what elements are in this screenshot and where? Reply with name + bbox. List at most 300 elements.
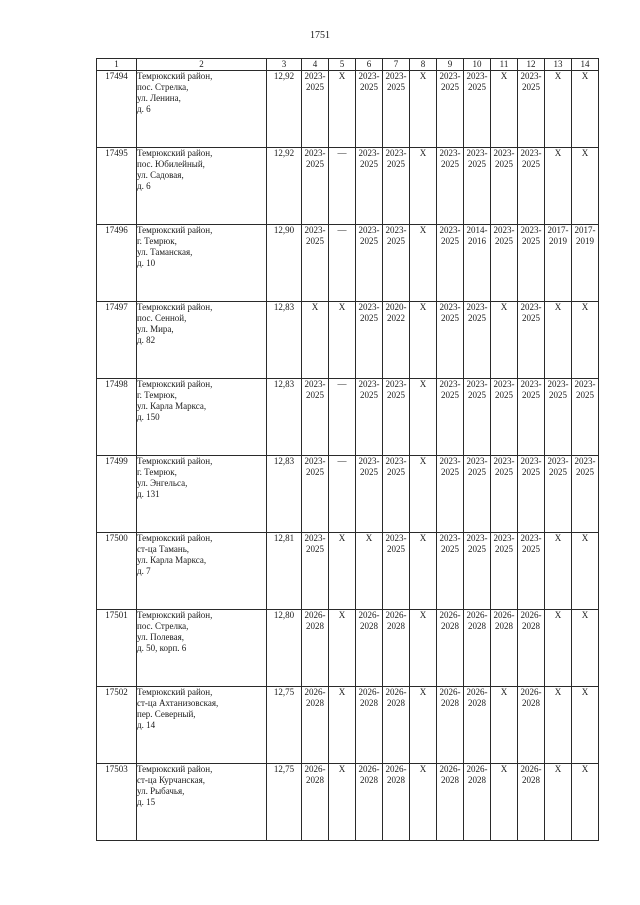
period-value: 2023- 2025: [466, 533, 488, 554]
period-cell: [464, 225, 491, 302]
address-cell: [137, 533, 267, 610]
period-value: X: [338, 302, 346, 312]
period-value: X: [581, 764, 589, 774]
period-cell: [491, 764, 518, 841]
period-cell: [518, 456, 545, 533]
column-header: 7: [383, 59, 410, 71]
address-line: ул. Ленина,: [137, 93, 181, 103]
period-value: X: [500, 302, 508, 312]
period-cell: [464, 687, 491, 764]
period-cell: [518, 71, 545, 148]
period-value: 2026- 2028: [466, 610, 488, 631]
period-value: 2023- 2025: [493, 533, 515, 554]
period-cell: [545, 71, 572, 148]
period-value: 2026- 2028: [304, 764, 326, 785]
period-cell: [302, 379, 329, 456]
period-value: 2017- 2019: [547, 225, 569, 246]
row-number: 17497: [97, 302, 137, 379]
period-value: 2023- 2025: [520, 379, 542, 400]
period-cell: [356, 71, 383, 148]
period-value: 2026- 2028: [385, 764, 407, 785]
period-value: 2026- 2028: [520, 610, 542, 631]
address-line: ст-ца Тамань,: [137, 544, 190, 554]
period-value: X: [554, 764, 562, 774]
period-cell: [383, 302, 410, 379]
period-value: 2023- 2025: [466, 302, 488, 323]
period-cell: [383, 533, 410, 610]
period-cell: [302, 302, 329, 379]
period-value: 2023- 2025: [574, 379, 596, 400]
column-header: 12: [518, 59, 545, 71]
period-cell: [437, 71, 464, 148]
period-cell: [572, 225, 599, 302]
period-value: 2026- 2028: [520, 687, 542, 708]
period-cell: [437, 302, 464, 379]
period-value: X: [581, 302, 589, 312]
period-cell: [329, 687, 356, 764]
period-cell: [410, 302, 437, 379]
period-value: X: [554, 533, 562, 543]
address-cell: [137, 764, 267, 841]
period-value: X: [554, 148, 562, 158]
table-row: [97, 225, 599, 302]
period-cell: [464, 148, 491, 225]
address-line: ул. Рыбачья,: [137, 786, 185, 796]
area-cell: 12,92: [267, 148, 302, 225]
period-value: X: [365, 533, 373, 543]
period-value: 2023- 2025: [385, 71, 407, 92]
period-cell: [572, 148, 599, 225]
table-row: [97, 533, 599, 610]
address-cell: [137, 225, 267, 302]
table-row: [97, 687, 599, 764]
address-line: д. 10: [137, 258, 156, 268]
column-header: 3: [267, 59, 302, 71]
period-cell: [572, 302, 599, 379]
period-cell: [437, 764, 464, 841]
address-line: ст-ца Ахтанизовская,: [137, 698, 219, 708]
period-cell: [437, 610, 464, 687]
period-cell: [302, 764, 329, 841]
page-number: 1751: [310, 30, 330, 41]
period-value: 2026- 2028: [439, 687, 461, 708]
period-value: 2026- 2028: [385, 687, 407, 708]
header-row: [97, 59, 599, 71]
period-cell: [491, 533, 518, 610]
period-value: 2023- 2025: [493, 148, 515, 169]
period-cell: [302, 148, 329, 225]
period-value: X: [419, 764, 427, 774]
period-cell: [383, 148, 410, 225]
period-cell: [329, 610, 356, 687]
period-value: 2023- 2025: [574, 456, 596, 477]
period-value: 2023- 2025: [466, 379, 488, 400]
address-cell: [137, 148, 267, 225]
period-cell: [572, 379, 599, 456]
period-value: 2023- 2025: [520, 225, 542, 246]
period-cell: [302, 533, 329, 610]
period-value: X: [338, 687, 346, 697]
column-header: 13: [545, 59, 572, 71]
period-cell: [410, 71, 437, 148]
address-line: ул. Карла Маркса,: [137, 555, 207, 565]
period-cell: [329, 379, 356, 456]
address-line: ул. Мира,: [137, 324, 174, 334]
column-header: 6: [356, 59, 383, 71]
address-line: пер. Северный,: [137, 709, 196, 719]
period-cell: [329, 302, 356, 379]
period-cell: [329, 225, 356, 302]
period-value: 2023- 2025: [304, 456, 326, 477]
address-line: ул. Карла Маркса,: [137, 401, 207, 411]
period-cell: [518, 379, 545, 456]
period-cell: [464, 533, 491, 610]
period-value: X: [500, 71, 508, 81]
area-cell: 12,90: [267, 225, 302, 302]
area-cell: 12,75: [267, 764, 302, 841]
period-cell: [518, 225, 545, 302]
period-value: X: [419, 302, 427, 312]
period-cell: [383, 379, 410, 456]
period-value: 2023- 2025: [466, 71, 488, 92]
period-value: X: [419, 148, 427, 158]
period-cell: [383, 456, 410, 533]
period-value: 2023- 2025: [547, 379, 569, 400]
period-value: X: [500, 687, 508, 697]
period-value: —: [337, 379, 347, 389]
period-value: —: [337, 148, 347, 158]
period-value: 2023- 2025: [358, 148, 380, 169]
address-line: д. 14: [137, 720, 156, 730]
period-cell: [545, 225, 572, 302]
period-value: 2023- 2025: [358, 225, 380, 246]
period-cell: [491, 225, 518, 302]
period-value: X: [419, 687, 427, 697]
period-cell: [545, 533, 572, 610]
period-value: X: [581, 148, 589, 158]
period-cell: [356, 610, 383, 687]
address-line: г. Темрюк,: [137, 467, 177, 477]
address-line: Темрюкский район,: [137, 148, 213, 158]
period-value: 2023- 2025: [439, 533, 461, 554]
address-line: пос. Стрелка,: [137, 82, 189, 92]
period-value: 2023- 2025: [358, 379, 380, 400]
period-cell: [545, 302, 572, 379]
period-value: X: [419, 456, 427, 466]
period-value: 2026- 2028: [520, 764, 542, 785]
period-value: 2026- 2028: [358, 687, 380, 708]
period-value: 2023- 2025: [385, 225, 407, 246]
period-cell: [464, 610, 491, 687]
period-cell: [329, 533, 356, 610]
period-value: X: [419, 225, 427, 235]
period-value: 2026- 2028: [493, 610, 515, 631]
address-line: Темрюкский район,: [137, 687, 213, 697]
period-value: 2020- 2022: [385, 302, 407, 323]
address-line: д. 82: [137, 335, 156, 345]
period-value: X: [419, 533, 427, 543]
row-number: 17495: [97, 148, 137, 225]
address-line: г. Темрюк,: [137, 236, 177, 246]
period-cell: [545, 764, 572, 841]
address-line: ул. Энгельса,: [137, 478, 188, 488]
period-value: X: [338, 610, 346, 620]
period-value: X: [500, 764, 508, 774]
table-row: [97, 71, 599, 148]
row-number: 17501: [97, 610, 137, 687]
period-value: 2023- 2025: [520, 533, 542, 554]
column-header: 8: [410, 59, 437, 71]
period-cell: [518, 533, 545, 610]
period-cell: [356, 302, 383, 379]
period-cell: [410, 610, 437, 687]
address-line: г. Темрюк,: [137, 390, 177, 400]
period-value: 2023- 2025: [493, 379, 515, 400]
address-line: д. 7: [137, 566, 151, 576]
address-cell: [137, 71, 267, 148]
period-cell: [491, 379, 518, 456]
area-cell: 12,75: [267, 687, 302, 764]
period-cell: [302, 687, 329, 764]
address-line: пос. Юбилейный,: [137, 159, 205, 169]
period-value: 2023- 2025: [304, 148, 326, 169]
period-value: X: [554, 302, 562, 312]
period-cell: [410, 148, 437, 225]
period-cell: [464, 456, 491, 533]
period-cell: [518, 687, 545, 764]
period-value: 2023- 2025: [439, 225, 461, 246]
column-header: 11: [491, 59, 518, 71]
period-value: 2023- 2025: [439, 379, 461, 400]
table-row: [97, 379, 599, 456]
period-value: 2023- 2025: [466, 148, 488, 169]
period-cell: [302, 225, 329, 302]
period-cell: [545, 148, 572, 225]
period-value: 2023- 2025: [466, 456, 488, 477]
address-line: Темрюкский район,: [137, 71, 213, 81]
column-header: 4: [302, 59, 329, 71]
period-value: 2023- 2025: [385, 379, 407, 400]
address-line: ул. Таманская,: [137, 247, 193, 257]
column-header: 9: [437, 59, 464, 71]
period-value: 2023- 2025: [520, 71, 542, 92]
row-number: 17496: [97, 225, 137, 302]
area-cell: 12,80: [267, 610, 302, 687]
period-cell: [545, 687, 572, 764]
period-value: X: [581, 687, 589, 697]
period-cell: [410, 225, 437, 302]
period-value: 2026- 2028: [385, 610, 407, 631]
period-cell: [572, 71, 599, 148]
period-value: X: [554, 71, 562, 81]
period-value: 2023- 2025: [304, 533, 326, 554]
table-row: [97, 610, 599, 687]
period-value: X: [581, 71, 589, 81]
table-row: [97, 764, 599, 841]
row-number: 17500: [97, 533, 137, 610]
address-cell: [137, 610, 267, 687]
period-cell: [518, 610, 545, 687]
period-value: 2023- 2025: [439, 456, 461, 477]
period-value: 2023- 2025: [385, 148, 407, 169]
period-value: 2023- 2025: [304, 71, 326, 92]
area-cell: 12,81: [267, 533, 302, 610]
area-cell: 12,83: [267, 302, 302, 379]
row-number: 17498: [97, 379, 137, 456]
period-value: 2026- 2028: [358, 764, 380, 785]
registry-table: [96, 58, 599, 841]
period-cell: [410, 687, 437, 764]
period-cell: [383, 225, 410, 302]
column-header: 1: [97, 59, 137, 71]
address-line: Темрюкский район,: [137, 764, 213, 774]
address-line: д. 6: [137, 181, 151, 191]
address-line: Темрюкский район,: [137, 302, 213, 312]
period-cell: [437, 379, 464, 456]
address-cell: [137, 687, 267, 764]
table-row: [97, 148, 599, 225]
address-line: Темрюкский район,: [137, 610, 213, 620]
address-line: д. 6: [137, 104, 151, 114]
period-value: X: [338, 71, 346, 81]
period-cell: [356, 533, 383, 610]
address-line: пос. Сенной,: [137, 313, 187, 323]
period-cell: [464, 379, 491, 456]
period-cell: [383, 764, 410, 841]
period-value: 2017- 2019: [574, 225, 596, 246]
period-cell: [383, 71, 410, 148]
period-cell: [572, 764, 599, 841]
address-cell: [137, 456, 267, 533]
period-cell: [491, 71, 518, 148]
period-value: 2023- 2025: [304, 225, 326, 246]
period-cell: [572, 687, 599, 764]
period-value: —: [337, 225, 347, 235]
address-line: ул. Садовая,: [137, 170, 184, 180]
period-cell: [491, 148, 518, 225]
address-cell: [137, 302, 267, 379]
period-cell: [437, 148, 464, 225]
address-line: д. 50, корп. 6: [137, 643, 187, 653]
period-value: 2026- 2028: [304, 610, 326, 631]
period-cell: [302, 610, 329, 687]
period-cell: [356, 456, 383, 533]
area-cell: 12,92: [267, 71, 302, 148]
period-value: X: [419, 379, 427, 389]
period-value: 2023- 2025: [358, 71, 380, 92]
period-cell: [572, 533, 599, 610]
period-value: 2023- 2025: [547, 456, 569, 477]
row-number: 17494: [97, 71, 137, 148]
period-cell: [518, 302, 545, 379]
column-header: 14: [572, 59, 599, 71]
period-cell: [356, 764, 383, 841]
period-value: 2026- 2028: [304, 687, 326, 708]
column-header: 2: [137, 59, 267, 71]
area-cell: 12,83: [267, 379, 302, 456]
column-header: 10: [464, 59, 491, 71]
address-line: ст-ца Курчанская,: [137, 775, 206, 785]
table-row: [97, 456, 599, 533]
period-cell: [491, 456, 518, 533]
period-value: X: [554, 687, 562, 697]
period-cell: [545, 456, 572, 533]
address-line: Темрюкский район,: [137, 225, 213, 235]
period-cell: [356, 225, 383, 302]
period-cell: [491, 610, 518, 687]
period-cell: [356, 148, 383, 225]
period-cell: [464, 302, 491, 379]
period-cell: [491, 687, 518, 764]
column-header: 5: [329, 59, 356, 71]
period-cell: [410, 764, 437, 841]
period-cell: [464, 71, 491, 148]
address-line: Темрюкский район,: [137, 533, 213, 543]
period-value: 2023- 2025: [439, 302, 461, 323]
period-value: 2026- 2028: [466, 687, 488, 708]
period-cell: [464, 764, 491, 841]
period-cell: [329, 148, 356, 225]
period-value: X: [311, 302, 319, 312]
period-value: —: [337, 456, 347, 466]
address-line: ул. Полевая,: [137, 632, 184, 642]
period-value: X: [338, 533, 346, 543]
period-value: 2023- 2025: [385, 533, 407, 554]
period-cell: [437, 456, 464, 533]
period-cell: [383, 610, 410, 687]
address-line: Темрюкский район,: [137, 379, 213, 389]
period-cell: [329, 71, 356, 148]
period-value: X: [338, 764, 346, 774]
period-value: 2023- 2025: [358, 302, 380, 323]
row-number: 17502: [97, 687, 137, 764]
period-cell: [302, 456, 329, 533]
period-cell: [410, 456, 437, 533]
address-line: д. 15: [137, 797, 156, 807]
period-value: 2026- 2028: [439, 764, 461, 785]
address-cell: [137, 379, 267, 456]
address-line: пос. Стрелка,: [137, 621, 189, 631]
period-cell: [329, 456, 356, 533]
area-cell: 12,83: [267, 456, 302, 533]
period-cell: [437, 687, 464, 764]
address-line: д. 131: [137, 489, 160, 499]
period-cell: [545, 379, 572, 456]
period-cell: [572, 456, 599, 533]
period-cell: [437, 225, 464, 302]
period-cell: [410, 533, 437, 610]
period-value: 2026- 2028: [358, 610, 380, 631]
period-cell: [356, 379, 383, 456]
period-value: 2023- 2025: [493, 225, 515, 246]
period-value: 2023- 2025: [439, 148, 461, 169]
period-value: 2023- 2025: [358, 456, 380, 477]
period-cell: [491, 302, 518, 379]
address-line: Темрюкский район,: [137, 456, 213, 466]
period-cell: [518, 148, 545, 225]
period-value: 2023- 2025: [385, 456, 407, 477]
period-cell: [572, 610, 599, 687]
period-cell: [356, 687, 383, 764]
period-value: X: [419, 71, 427, 81]
row-number: 17499: [97, 456, 137, 533]
address-line: д. 150: [137, 412, 160, 422]
period-value: 2023- 2025: [304, 379, 326, 400]
period-cell: [410, 379, 437, 456]
period-value: X: [581, 533, 589, 543]
period-value: 2014- 2016: [466, 225, 488, 246]
period-cell: [437, 533, 464, 610]
